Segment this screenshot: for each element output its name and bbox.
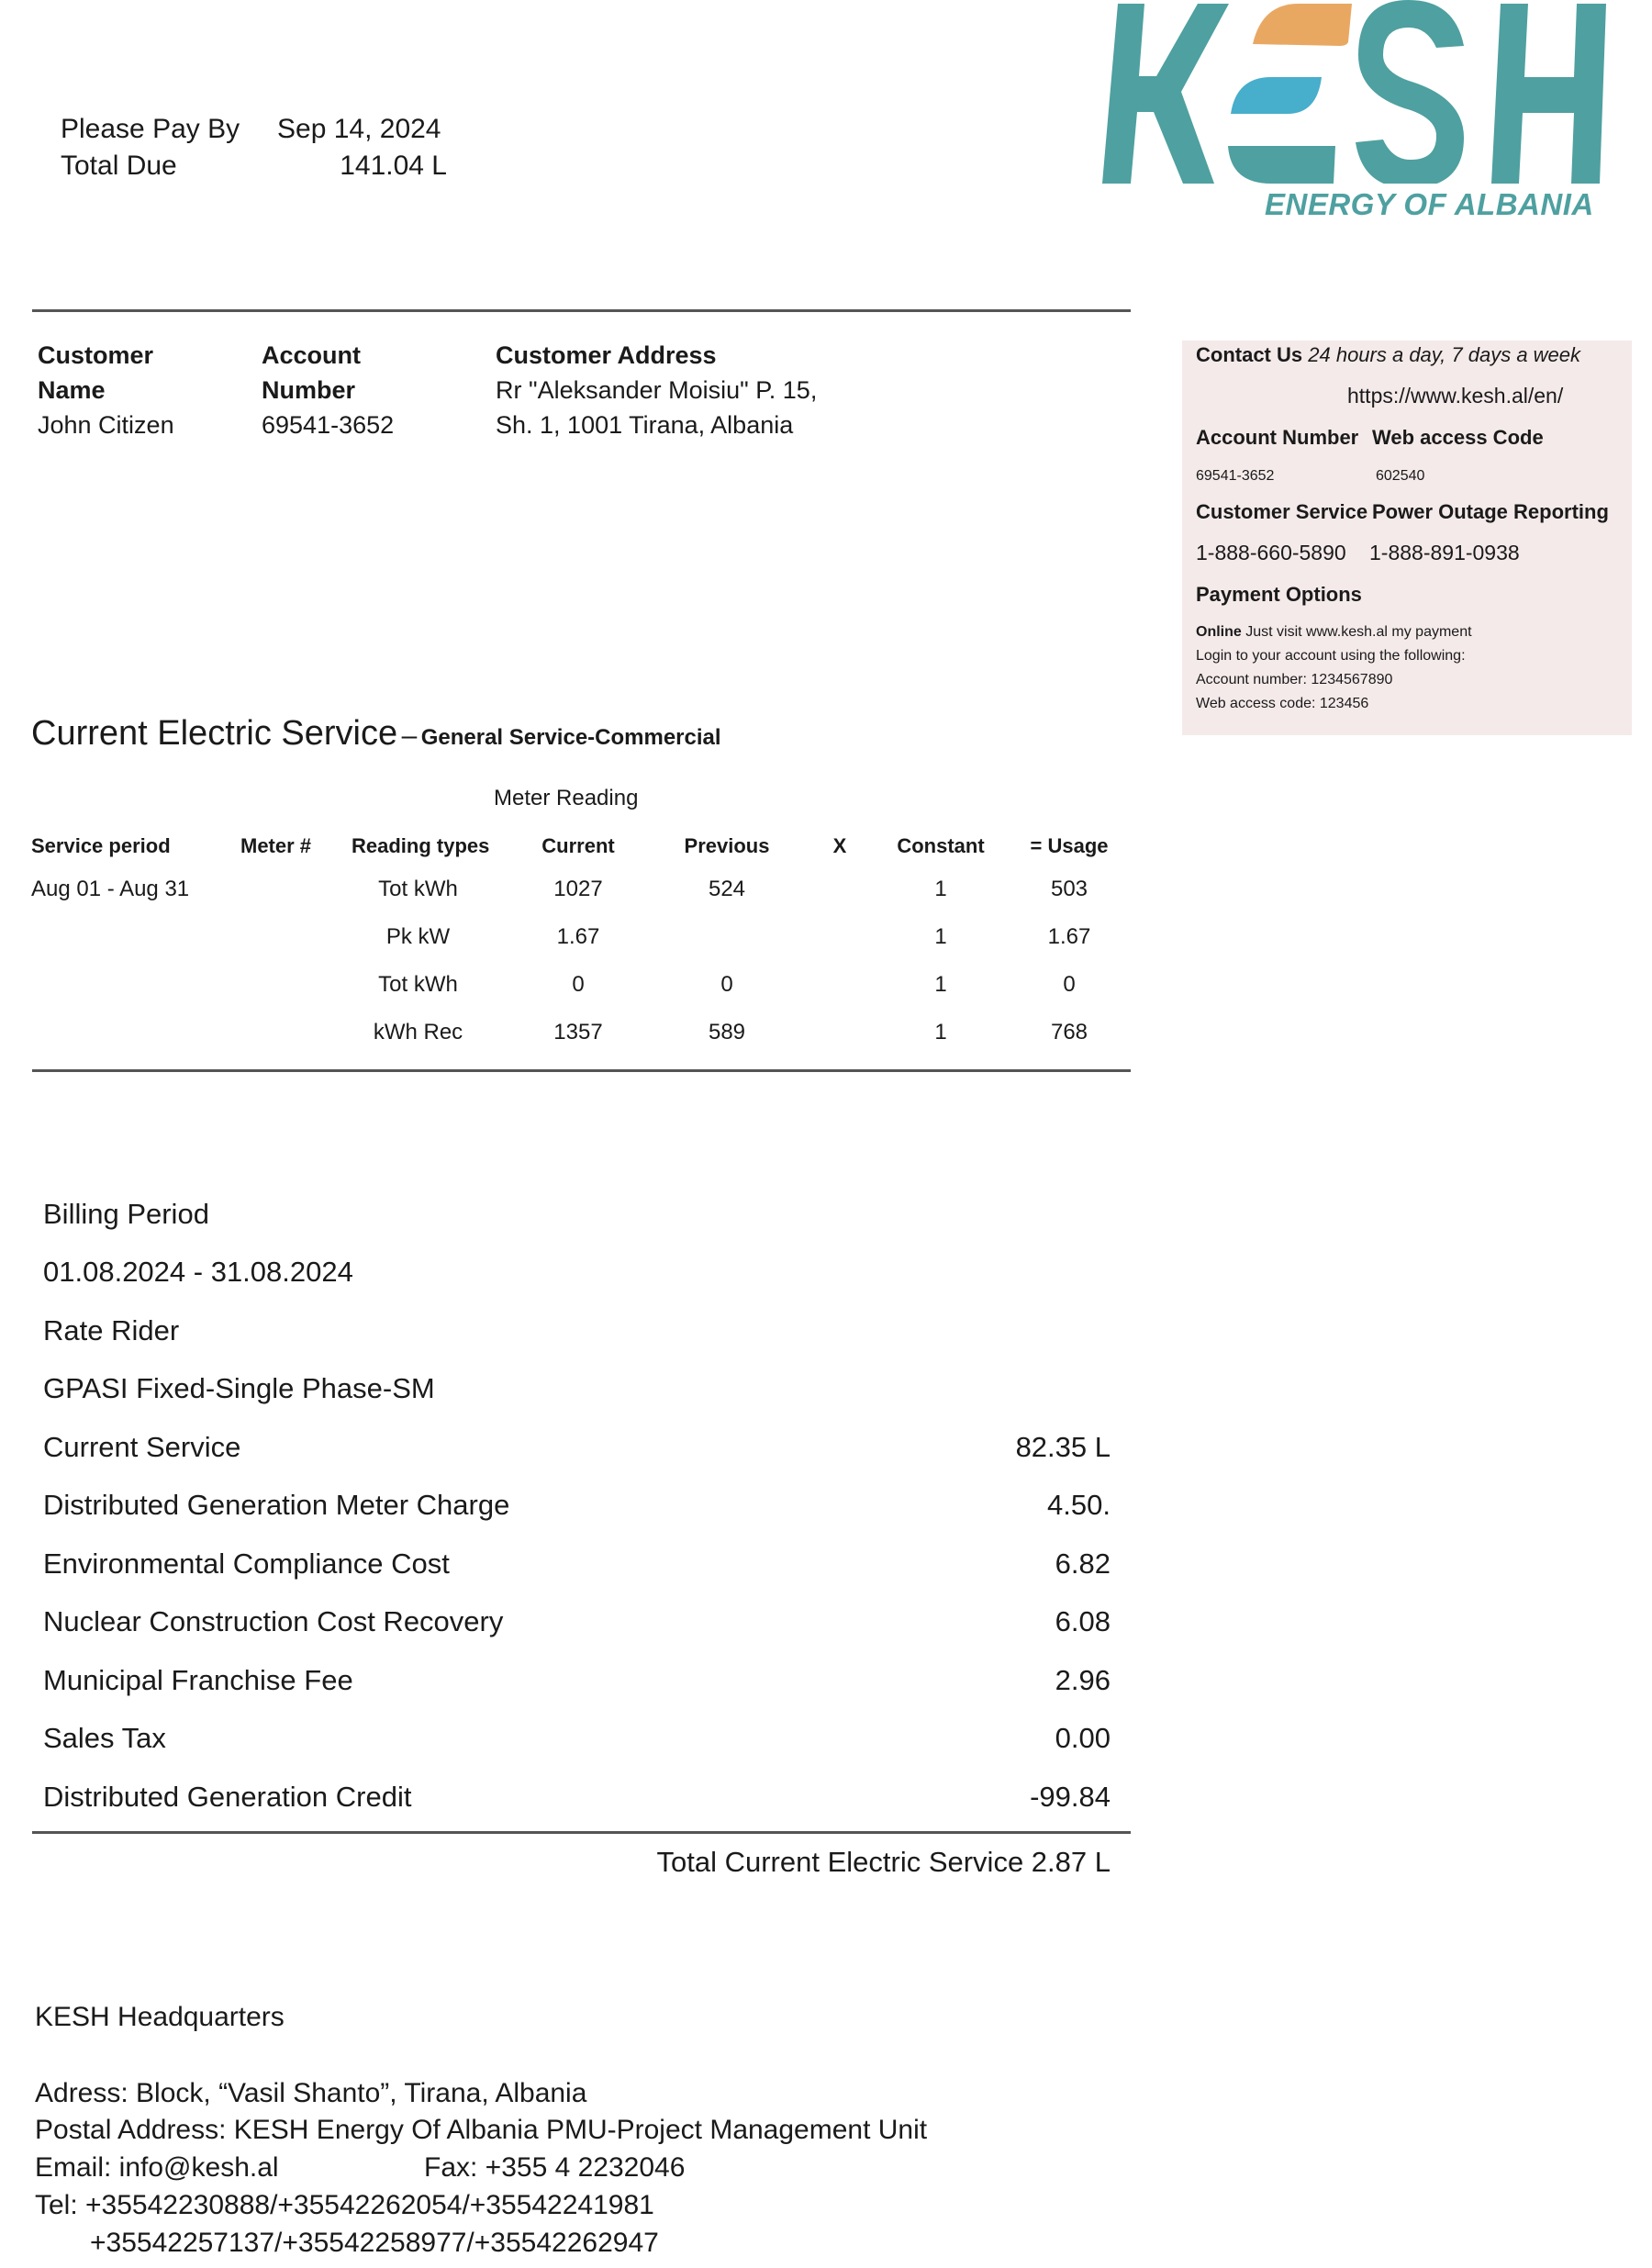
- cell-current: 1.67: [556, 924, 600, 949]
- cell-type: Pk kW: [385, 924, 451, 949]
- col-meter-number: Meter #: [240, 834, 312, 857]
- charge-label: Municipal Franchise Fee: [43, 1664, 353, 1696]
- rate-rider-label: Rate Rider: [43, 1314, 180, 1346]
- cell-constant: 1: [934, 972, 947, 997]
- charge-amount: -99.84: [1030, 1781, 1111, 1813]
- customer-service-phone[interactable]: 1-888-660-5890: [1196, 541, 1346, 564]
- cell-constant: 1: [934, 924, 947, 949]
- cell-type: kWh Rec: [373, 1020, 463, 1045]
- payment-sample-account: Account number: 1234567890: [1196, 672, 1393, 687]
- service-title: Current Electric Service: [31, 714, 398, 753]
- charge-amount: 82.35 L: [1015, 1431, 1111, 1463]
- charge-amount: 6.08: [1055, 1605, 1111, 1637]
- service-heading: [31, 714, 721, 754]
- payment-online-label: Online: [1196, 624, 1242, 640]
- cell-current: 0: [572, 972, 585, 997]
- charge-amount: 4.50.: [1047, 1489, 1111, 1521]
- customer-name-header-2: Name: [38, 376, 106, 404]
- cell-usage: 0: [1063, 972, 1076, 997]
- account-number-header: Account: [262, 341, 361, 369]
- contact-web-access-value: 602540: [1376, 468, 1425, 484]
- customer-address-line-2: Sh. 1, 1001 Tirana, Albania: [496, 411, 794, 439]
- cell-usage: 768: [1050, 1020, 1088, 1045]
- charge-label: Distributed Generation Meter Charge: [43, 1489, 510, 1521]
- hq-fax: Fax: +355 4 2232046: [424, 2152, 686, 2183]
- customer-service-label: Customer Service: [1196, 500, 1368, 523]
- power-outage-phone[interactable]: 1-888-891-0938: [1369, 541, 1520, 564]
- col-usage: = Usage: [1030, 834, 1109, 857]
- customer-address-line-1: Rr "Aleksander Moisiu" P. 15,: [496, 376, 818, 404]
- cell-previous: 524: [708, 877, 746, 901]
- hq-email: Email: info@kesh.al: [35, 2152, 279, 2183]
- payment-sample-code: Web access code: 123456: [1196, 696, 1369, 711]
- charge-label: Sales Tax: [43, 1722, 166, 1754]
- col-x: X: [832, 834, 847, 857]
- cell-previous: 0: [720, 972, 733, 997]
- contact-hours: 24 hours a day, 7 days a week: [1308, 343, 1581, 366]
- hq-title: KESH Headquarters: [35, 2002, 285, 2032]
- cell-usage: 1.67: [1047, 924, 1091, 949]
- col-previous: Previous: [684, 834, 770, 857]
- pay-by-date: Sep 14, 2024: [277, 114, 441, 144]
- cell-constant: 1: [934, 1020, 947, 1045]
- kesh-wordmark-icon: [1097, 0, 1629, 184]
- rate-rider-value: GPASI Fixed-Single Phase-SM: [43, 1372, 435, 1404]
- divider: [32, 1069, 1131, 1072]
- payment-login-text: Login to your account using the following:: [1196, 648, 1466, 664]
- contact-account-number-label: Account Number: [1196, 426, 1359, 449]
- cell-type: Tot kWh: [378, 877, 458, 901]
- cell-previous: 589: [708, 1020, 746, 1045]
- customer-address-header: Customer Address: [496, 341, 717, 369]
- hq-address: Adress: Block, “Vasil Shanto”, Tirana, Albania: [35, 2078, 587, 2108]
- col-current: Current: [541, 834, 615, 857]
- service-dash: –: [401, 721, 418, 751]
- customer-name-header: Customer: [38, 341, 154, 369]
- service-subtitle: General Service-Commercial: [420, 725, 721, 750]
- hq-tel-1: Tel: +35542230888/+35542262054/+35542241981: [35, 2190, 654, 2220]
- cell-current: 1357: [553, 1020, 603, 1045]
- power-outage-label: Power Outage Reporting: [1372, 500, 1609, 523]
- billing-period-label: Billing Period: [43, 1198, 209, 1230]
- contact-heading: [1196, 343, 1580, 367]
- charge-label: Nuclear Construction Cost Recovery: [43, 1605, 504, 1637]
- customer-name-value: John Citizen: [38, 411, 174, 439]
- divider: [32, 309, 1131, 312]
- cell-constant: 1: [934, 877, 947, 901]
- billing-period-value: 01.08.2024 - 31.08.2024: [43, 1256, 353, 1288]
- cell-current: 1027: [553, 877, 603, 901]
- col-constant: Constant: [897, 834, 985, 857]
- pay-by-label: Please Pay By: [61, 114, 240, 144]
- charge-label: Current Service: [43, 1431, 241, 1463]
- hq-tel-2: +35542257137/+35542258977/+35542262947: [90, 2228, 659, 2258]
- total-due-value: 141.04 L: [340, 151, 447, 181]
- charge-amount: 2.96: [1055, 1664, 1111, 1696]
- col-reading-types: Reading types: [352, 834, 490, 857]
- charge-label: Environmental Compliance Cost: [43, 1547, 450, 1580]
- kesh-logo: [1097, 0, 1629, 229]
- charge-label: Distributed Generation Credit: [43, 1781, 412, 1813]
- total-due-label: Total Due: [61, 151, 177, 181]
- contact-panel: [1182, 341, 1632, 735]
- contact-account-number-value: 69541-3652: [1196, 468, 1275, 484]
- cell-period: Aug 01 - Aug 31: [31, 877, 190, 901]
- payment-online-line: [1196, 624, 1472, 641]
- cell-type: Tot kWh: [378, 972, 458, 997]
- logo-tagline: ENERGY OF ALBANIA: [1265, 187, 1594, 221]
- meter-reading-label: Meter Reading: [494, 786, 639, 810]
- payment-online-text: Just visit www.kesh.al my payment: [1245, 624, 1472, 640]
- charge-amount: 0.00: [1055, 1722, 1111, 1754]
- charge-amount: 6.82: [1055, 1547, 1111, 1580]
- hq-postal-address: Postal Address: KESH Energy Of Albania PMU-Project Management Unit: [35, 2115, 928, 2145]
- payment-options-title: Payment Options: [1196, 583, 1362, 606]
- col-service-period: Service period: [31, 834, 171, 857]
- contact-website-link[interactable]: https://www.kesh.al/en/: [1347, 384, 1564, 408]
- contact-web-access-label: Web access Code: [1372, 426, 1544, 449]
- account-number-header-2: Number: [262, 376, 356, 404]
- divider: [32, 1831, 1131, 1834]
- total-current-electric-service: Total Current Electric Service 2.87 L: [656, 1846, 1111, 1878]
- account-number-value: 69541-3652: [262, 411, 395, 439]
- contact-title: Contact Us: [1196, 343, 1303, 366]
- cell-usage: 503: [1050, 877, 1088, 901]
